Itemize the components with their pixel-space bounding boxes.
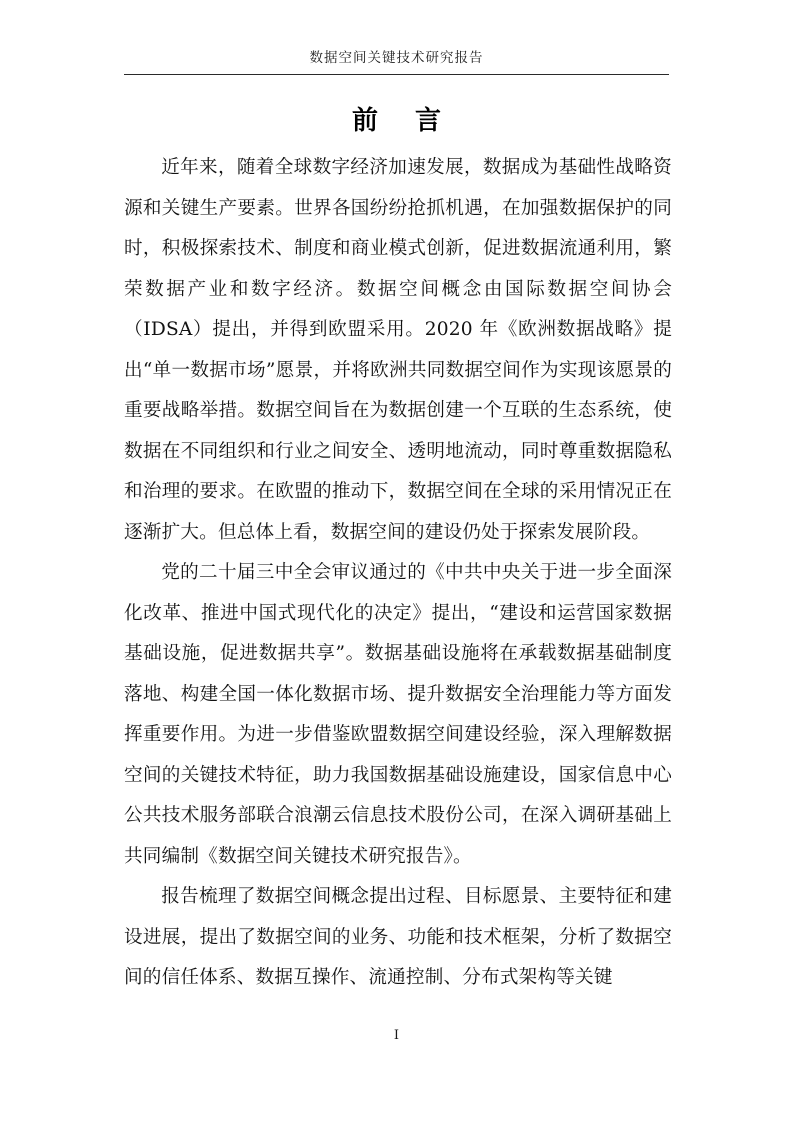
paragraph: 党的二十届三中全会审议通过的《中共中央关于进一步全面深化改革、推进中国式现代化的决定》提出，“建设和运营国家数据基础设施，促进数据共享”。数据基础设施将在承载数据基础制度落地、构建全国一体化数据市场、提升数据安全治理能力等方面发挥重要作用。为进一步借鉴欧盟数据空间建设经验，深入理解数据空间的关键技术特征，助力我国数据基础设施建设，国家信息中心公共技术服务部联合浪潮云信息技术股份公司，在深入调研基础上共同编制《数据空间关键技术研究报告》。 [124, 562, 672, 867]
body-text [124, 148, 672, 999]
running-header: 数据空间关键技术研究报告 [309, 50, 484, 66]
paragraph: 近年来，随着全球数字经济加速发展，数据成为基础性战略资源和关键生产要素。世界各国纷纷抢抓机遇，在加强数据保护的同时，积极探索技术、制度和商业模式创新，促进数据流通利用，繁荣数据产业和数字经济。数据空间概念由国际数据空间协会（IDSA）提出，并得到欧盟采用。2020 年《欧洲数据战略》提出“单一数据市场”愿景，并将欧洲共同数据空间作为实现该愿景的重要战略举措。数据空间旨在为数据创建一个互联的生态系统，使数据在不同组织和行业之间安全、透明地流动，同时尊重数据隐私和治理的要求。在欧盟的推动下，数据空间在全球的采用情况正在逐渐扩大。但总体上看，数据空间的建设仍处于探索发展阶段。 [124, 157, 672, 543]
page-title: 前 言 [351, 106, 456, 136]
header-divider [124, 74, 669, 75]
paragraph: 报告梳理了数据空间概念提出过程、目标愿景、主要特征和建设进展，提出了数据空间的业务、功能和技术框架，分析了数据空间的信任体系、数据互操作、流通控制、分布式架构等关键 [124, 886, 672, 988]
page-number: I [393, 1028, 400, 1043]
